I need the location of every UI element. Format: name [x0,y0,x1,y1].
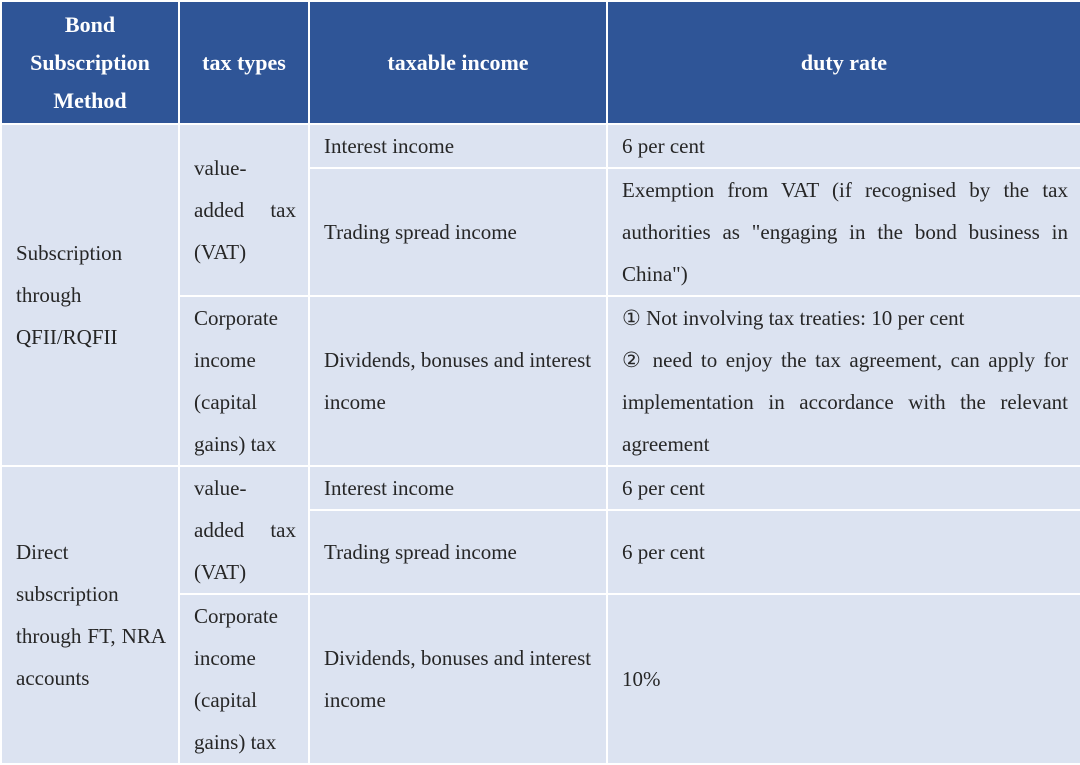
direct-vat-spread-income: Trading spread income [309,510,607,594]
qfii-vat-label: value-added tax (VAT) [179,124,309,296]
direct-cit-label: Corporate income (capital gains) tax [179,594,309,764]
header-row [1,1,1080,124]
header-duty-rate: duty rate [607,1,1080,124]
header-method: Bond Subscription Method [1,1,179,124]
qfii-cit-label: Corporate income (capital gains) tax [179,296,309,466]
qfii-vat-interest-rate: 6 per cent [607,124,1080,168]
qfii-method-cell: Subscription through QFII/RQFII [1,124,179,466]
qfii-cit-rate-line1: ① Not involving tax treaties: 10 per cent [622,306,965,330]
qfii-cit-income: Dividends, bonuses and interest income [309,296,607,466]
qfii-cit-rate-line2: ② need to enjoy the tax agreement, can apply for implementation in accordance with the relevant agreement [622,348,1068,456]
direct-cit-income: Dividends, bonuses and interest income [309,594,607,764]
qfii-vat-spread-income: Trading spread income [309,168,607,296]
direct-vat-interest-rate: 6 per cent [607,466,1080,510]
direct-method-cell: Direct subscription through FT, NRA accounts [1,466,179,764]
qfii-vat-interest-income: Interest income [309,124,607,168]
header-taxable-income: taxable income [309,1,607,124]
header-tax-types: tax types [179,1,309,124]
qfii-cit-rate [607,296,1080,466]
direct-vat-label: value-added tax (VAT) [179,466,309,594]
table-row [1,124,1080,168]
table-row [1,466,1080,510]
qfii-vat-spread-rate: Exemption from VAT (if recognised by the tax authorities as "engaging in the bond business in China") [607,168,1080,296]
direct-cit-rate: 10% [607,594,1080,764]
direct-vat-spread-rate: 6 per cent [607,510,1080,594]
direct-vat-interest-income: Interest income [309,466,607,510]
